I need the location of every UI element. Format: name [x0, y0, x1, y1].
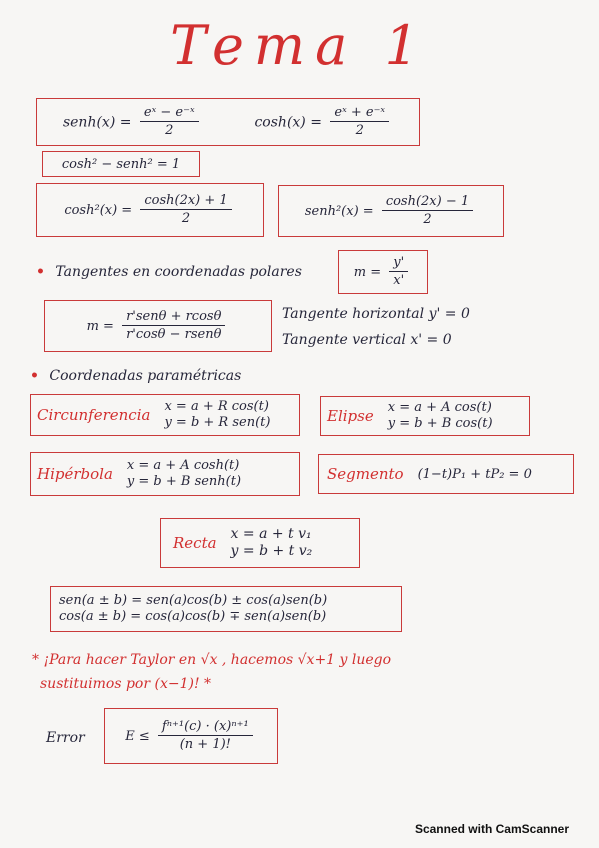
- cosh-squared-lhs: cosh²(x) =: [64, 202, 133, 218]
- error-lhs: E ≤: [125, 728, 150, 744]
- segment-label: Segmento: [327, 465, 404, 483]
- line-label: Recta: [173, 534, 217, 552]
- hyperbola-label: Hipérbola: [37, 465, 113, 483]
- hyperbola-y: y = b + B senh(t): [126, 474, 242, 489]
- segment-box: [318, 454, 574, 494]
- polar-slope-box: [338, 250, 428, 294]
- polar-slope-lhs: m =: [353, 264, 382, 280]
- error-numerator: fⁿ⁺¹(c) · (x)ⁿ⁺¹: [158, 720, 253, 736]
- hyperbola-x: x = a + A cosh(t): [126, 457, 240, 473]
- polar-slope-formula: [354, 256, 412, 289]
- hyperbola-box: [30, 452, 300, 496]
- error-formula: [125, 720, 256, 753]
- scanner-watermark: Scanned with CamScanner: [414, 822, 569, 836]
- cosh-squared-box: [36, 183, 264, 237]
- error-denominator: (n + 1)!: [179, 736, 231, 752]
- error-label: Error: [46, 730, 85, 746]
- cosh-squared-formula: [64, 194, 235, 227]
- hyperbolic-definitions-box: [36, 98, 420, 146]
- cosh-definition: [254, 106, 393, 139]
- parametric-heading-text: Coordenadas paramétricas: [49, 368, 242, 384]
- bullet-icon: •: [36, 264, 45, 280]
- polar-slope-denominator: x': [393, 272, 405, 288]
- senh-definition: [63, 106, 203, 139]
- polar-m-denominator: r'cosθ − rsenθ: [126, 326, 222, 342]
- ellipse-box: [320, 396, 530, 436]
- line-x: x = a + t v₁: [230, 525, 312, 542]
- identity-box: [42, 151, 200, 177]
- cosh-denominator: 2: [355, 122, 364, 138]
- polar-heading: [36, 264, 302, 280]
- cos-sum-formula: cos(a ± b) = cos(a)cos(b) ∓ sen(a)sen(b): [59, 609, 327, 624]
- page-title: Tema 1: [170, 14, 429, 77]
- ellipse-equations: [388, 400, 493, 433]
- bullet-icon: •: [30, 368, 39, 384]
- cosh-squared-numerator: cosh(2x) + 1: [140, 194, 231, 210]
- taylor-note-line-2: sustituimos por (x−1)! *: [40, 676, 212, 692]
- cosh-squared-denominator: 2: [181, 210, 191, 226]
- tangent-horizontal: Tangente horizontal y' = 0: [282, 306, 470, 322]
- error-box: [104, 708, 278, 764]
- hyperbolic-identity: cosh² − senh² = 1: [61, 156, 181, 172]
- taylor-note-line-1: * ¡Para hacer Taylor en √x , hacemos √x+1 y luego: [32, 652, 392, 668]
- senh-squared-formula: [305, 195, 477, 228]
- polar-slope-numerator: y': [389, 256, 408, 272]
- trig-sum-equations: [59, 593, 327, 626]
- circle-x: x = a + R cos(t): [164, 398, 269, 414]
- polar-heading-text: Tangentes en coordenadas polares: [55, 264, 302, 280]
- line-box: [160, 518, 360, 568]
- cosh-lhs: cosh(x) =: [254, 114, 322, 130]
- senh-squared-lhs: senh²(x) =: [304, 203, 374, 219]
- senh-squared-box: [278, 185, 504, 237]
- polar-m-formula: [87, 310, 230, 343]
- circle-y: y = b + R sen(t): [164, 415, 271, 430]
- line-equations: [231, 526, 313, 561]
- circle-box: [30, 394, 300, 436]
- senh-squared-denominator: 2: [423, 211, 432, 227]
- senh-denominator: 2: [165, 122, 174, 138]
- ellipse-y: y = b + B cos(t): [387, 416, 493, 431]
- hyperbola-equations: [127, 458, 241, 491]
- segment-equation: (1−t)P₁ + tP₂ = 0: [417, 466, 532, 482]
- circle-equations: [164, 399, 270, 432]
- cosh-numerator: eˣ + e⁻ˣ: [330, 106, 389, 122]
- trig-sum-box: [50, 586, 402, 632]
- senh-numerator: eˣ − e⁻ˣ: [140, 106, 199, 122]
- senh-lhs: senh(x) =: [62, 114, 132, 130]
- ellipse-label: Elipse: [327, 407, 374, 425]
- senh-squared-numerator: cosh(2x) − 1: [382, 195, 473, 211]
- parametric-heading: [30, 368, 241, 384]
- polar-m-box: [44, 300, 272, 352]
- polar-m-numerator: r'senθ + rcosθ: [122, 310, 225, 326]
- tangent-vertical: Tangente vertical x' = 0: [282, 332, 452, 348]
- sin-sum-formula: sen(a ± b) = sen(a)cos(b) ± cos(a)sen(b): [59, 592, 328, 608]
- ellipse-x: x = a + A cos(t): [387, 399, 492, 415]
- line-y: y = b + t v₂: [230, 543, 313, 559]
- polar-m-lhs: m =: [86, 318, 114, 334]
- circle-label: Circunferencia: [37, 406, 151, 424]
